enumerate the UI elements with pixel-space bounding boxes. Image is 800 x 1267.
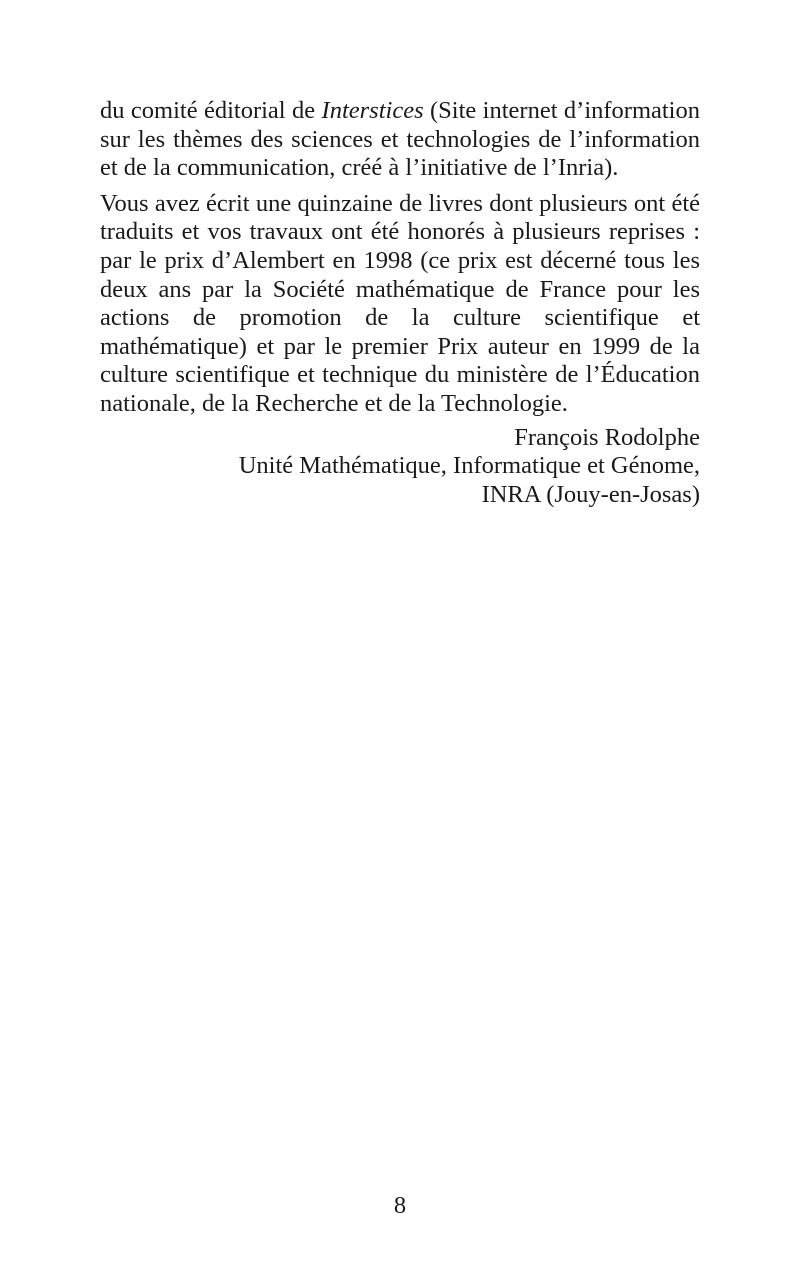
page-number: 8 [393,1192,407,1219]
paragraph-1-start: du comité éditorial de [100,97,322,124]
paragraph-2: Vous avez écrit une quinzaine de livres dont plusieurs ont été traduits et vos travaux ont été honorés à plusieurs reprises : par le prix d’Alembert en 1998 (ce prix est décerné tous les deux ans par la Société mathématique de France pour les actions de promotion de la culture scientifique et mathématique) et par le premier Prix auteur en 1999 de la culture scientifique et technique du ministère de l’Éducation nationale, de la Recherche et de la Technologie. [100,189,700,417]
signature-block [100,424,700,510]
signature-unit: Unité Mathématique, Informatique et Génome, [238,452,700,480]
body-text [100,97,700,509]
signature-institution: INRA (Jouy-en-Josas) [481,480,700,508]
paragraph-1 [100,97,700,183]
paragraph-1-end: (Site internet d’information sur les thèmes des sciences et technologies de l’information et de la communication, créé à l’initiative de l’Inria). [100,97,700,182]
signature-name: François Rodolphe [514,423,700,451]
interstices-title: Interstices [321,97,424,124]
